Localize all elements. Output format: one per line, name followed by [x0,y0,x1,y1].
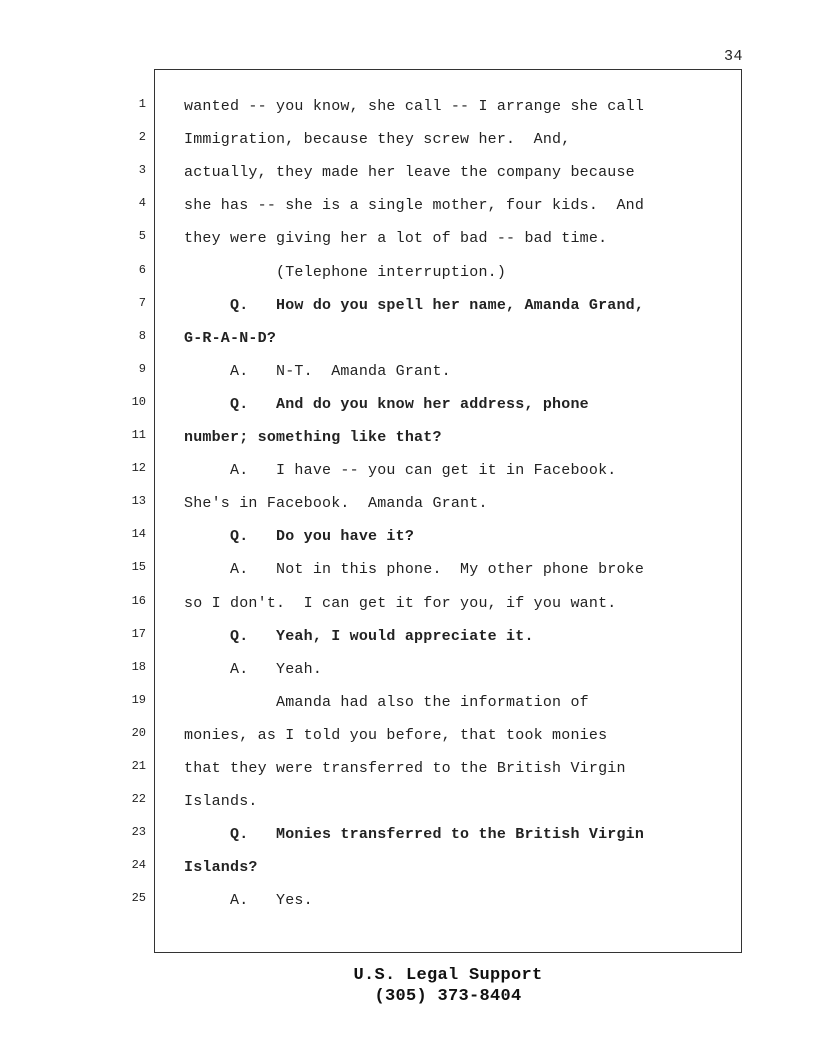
transcript-line [0,495,816,528]
transcript-line [0,826,816,859]
line-number: 2 [138,130,146,145]
line-text: A. I have -- you can get it in Facebook. [184,462,617,480]
transcript-line [0,462,816,495]
line-text: A. N-T. Amanda Grant. [184,362,451,380]
line-number: 12 [131,461,146,476]
line-number: 3 [138,163,146,178]
transcript-line [0,727,816,760]
transcript-line [0,98,816,131]
transcript-line [0,628,816,661]
line-text: G-R-A-N-D? [184,329,277,347]
line-number: 11 [131,428,146,442]
transcript-line [0,528,816,561]
line-number: 17 [131,626,146,641]
line-number: 7 [138,295,146,310]
transcript-line [0,297,816,330]
transcript-line [0,396,816,429]
transcript-line [0,164,816,197]
transcript-line [0,264,816,297]
transcript-line [0,429,816,462]
line-text: Islands. [184,793,258,811]
line-text: A. Yeah. [184,660,323,678]
line-number: 14 [131,527,146,542]
line-text: Islands? [184,859,258,877]
transcript-line [0,694,816,727]
line-number: 22 [131,792,146,807]
line-text: actually, they made her leave the company because [184,164,635,182]
line-text: Q. Monies transferred to the British Virgin [184,826,645,844]
transcript-line [0,363,816,396]
transcript-line [0,330,816,363]
line-text: A. Yes. [184,892,313,910]
transcript-line [0,131,816,164]
footer-company: U.S. Legal Support [353,966,543,985]
line-text: number; something like that? [184,429,442,446]
line-text: wanted -- you know, she call -- I arrange she call [184,98,645,115]
line-text: A. Not in this phone. My other phone broke [184,561,645,579]
line-number: 4 [138,196,146,211]
line-number: 21 [131,759,146,773]
line-number: 5 [138,229,146,244]
page-number: 34 [723,48,743,65]
line-number: 20 [131,725,146,740]
line-number: 19 [131,692,146,707]
transcript-line [0,561,816,594]
line-text: they were giving her a lot of bad -- bad time. [184,230,608,248]
transcript-line [0,859,816,892]
line-number: 8 [138,328,146,343]
line-text: Q. Yeah, I would appreciate it. [184,627,534,645]
line-text: She's in Facebook. Amanda Grant. [184,495,488,513]
line-number: 10 [131,394,146,409]
line-text: Q. How do you spell her name, Amanda Grand, [184,296,645,314]
line-number: 6 [138,262,146,277]
line-text: so I don't. I can get it for you, if you want. [184,594,617,612]
line-text: Immigration, because they screw her. And, [184,131,571,149]
footer-phone: (305) 373-8404 [374,987,522,1006]
transcript-line [0,892,816,925]
transcript-line [0,595,816,628]
line-number: 18 [131,659,146,674]
transcript-line [0,197,816,230]
line-number: 24 [131,858,146,873]
line-number: 25 [131,891,146,906]
line-text: Amanda had also the information of [184,693,589,711]
transcript-line [0,793,816,826]
line-number: 16 [131,593,146,608]
line-number: 15 [131,560,146,575]
transcript-line [0,230,816,263]
line-text: Q. Do you have it? [184,528,415,546]
line-number: 13 [131,494,146,509]
line-text: Q. And do you know her address, phone [184,395,589,413]
transcript-line [0,760,816,793]
line-text: that they were transferred to the British Virgin [184,760,626,777]
line-text: (Telephone interruption.) [184,263,507,281]
line-text: monies, as I told you before, that took monies [184,726,608,744]
line-number: 23 [131,825,146,840]
line-text: she has -- she is a single mother, four kids. And [184,197,645,215]
line-number: 1 [138,97,146,111]
transcript-line [0,661,816,694]
line-number: 9 [138,361,146,376]
